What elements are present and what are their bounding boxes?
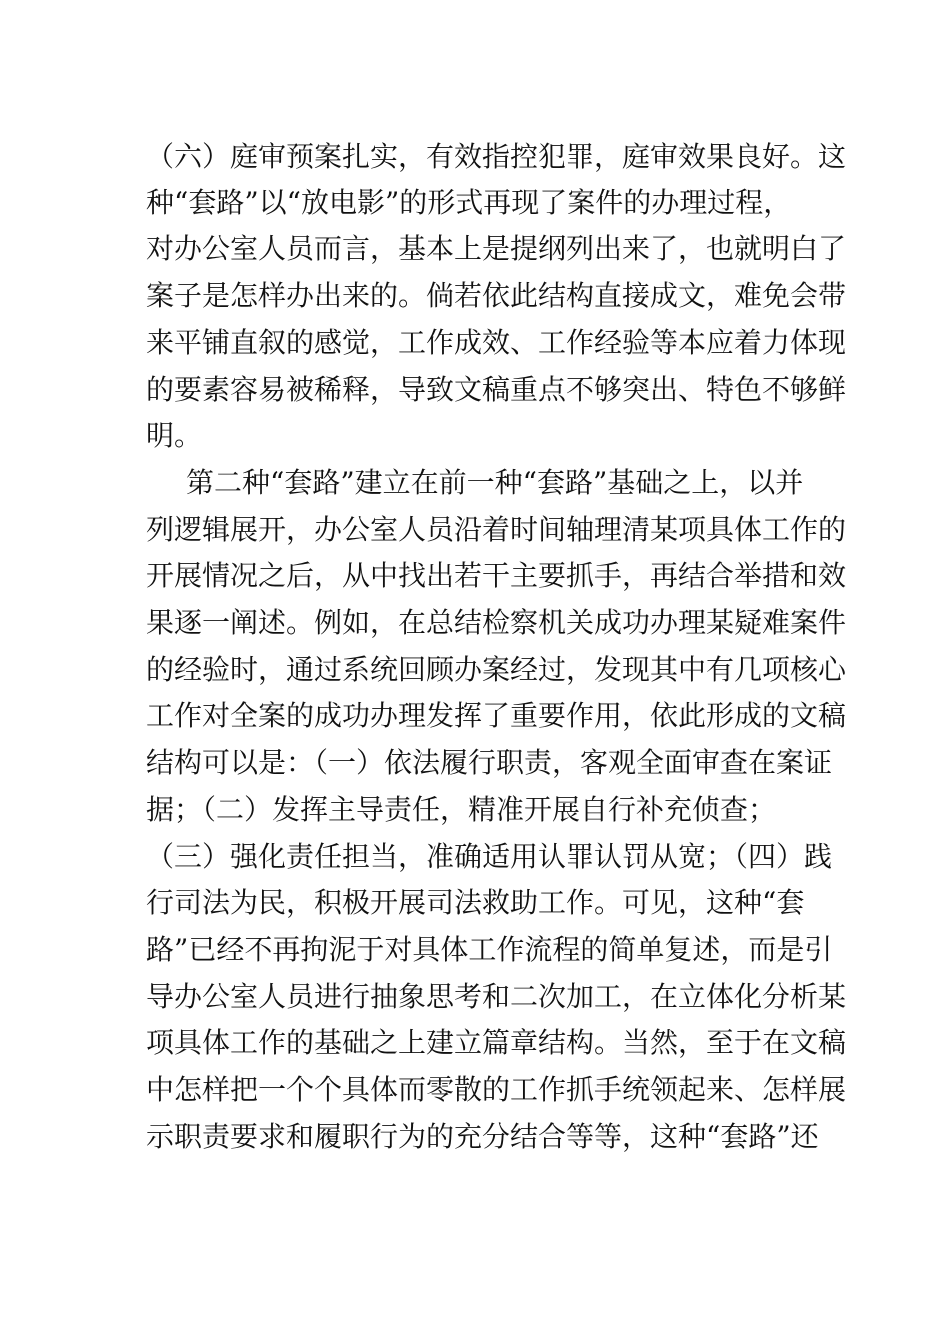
text-line: 中怎样把一个个具体而零散的工作抓手统领起来、怎样展: [146, 1073, 847, 1106]
text-line: 来平铺直叙的感觉，工作成效、工作经验等本应着力体现: [146, 326, 847, 359]
text-line: 导办公室人员进行抽象思考和二次加工，在立体化分析某: [146, 980, 847, 1013]
text-line: 据；（二）发挥主导责任，精准开展自行补充侦查；: [146, 793, 777, 826]
text-line: 开展情况之后，从中找出若干主要抓手，再结合举措和效: [146, 559, 847, 592]
text-line: 的要素容易被稀释，导致文稿重点不够突出、特色不够鲜: [146, 373, 847, 406]
text-line: 项具体工作的基础之上建立篇章结构。当然，至于在文稿: [146, 1026, 847, 1059]
text-line: 行司法为民，积极开展司法救助工作。可见，这种“套: [146, 886, 805, 919]
text-line: （六）庭审预案扎实，有效指控犯罪，庭审效果良好。这: [146, 140, 847, 173]
text-line: （三）强化责任担当，准确适用认罪认罚从宽；（四）践: [146, 840, 833, 873]
text-line: 对办公室人员而言，基本上是提纲列出来了，也就明白了: [146, 232, 847, 265]
text-line: 示职责要求和履职行为的充分结合等等，这种“套路”还: [146, 1120, 819, 1153]
text-line: 果逐一阐述。例如，在总结检察机关成功办理某疑难案件: [146, 606, 847, 639]
text-line: 种“套路”以“放电影”的形式再现了案件的办理过程，: [146, 186, 792, 219]
paragraph-first-line: 第二种“套路”建立在前一种“套路”基础之上，以并: [186, 466, 804, 499]
text-line: 明。: [146, 419, 203, 452]
text-line: 路”已经不再拘泥于对具体工作流程的简单复述，而是引: [146, 933, 833, 966]
text-line: 的经验时，通过系统回顾办案经过，发现其中有几项核心: [146, 653, 847, 686]
text-line: 列逻辑展开，办公室人员沿着时间轴理清某项具体工作的: [146, 513, 847, 546]
text-line: 工作对全案的成功办理发挥了重要作用，依此形成的文稿: [146, 699, 847, 732]
text-line: 结构可以是：（一）依法履行职责，客观全面审查在案证: [146, 746, 833, 779]
text-line: 案子是怎样办出来的。倘若依此结构直接成文，难免会带: [146, 279, 847, 312]
